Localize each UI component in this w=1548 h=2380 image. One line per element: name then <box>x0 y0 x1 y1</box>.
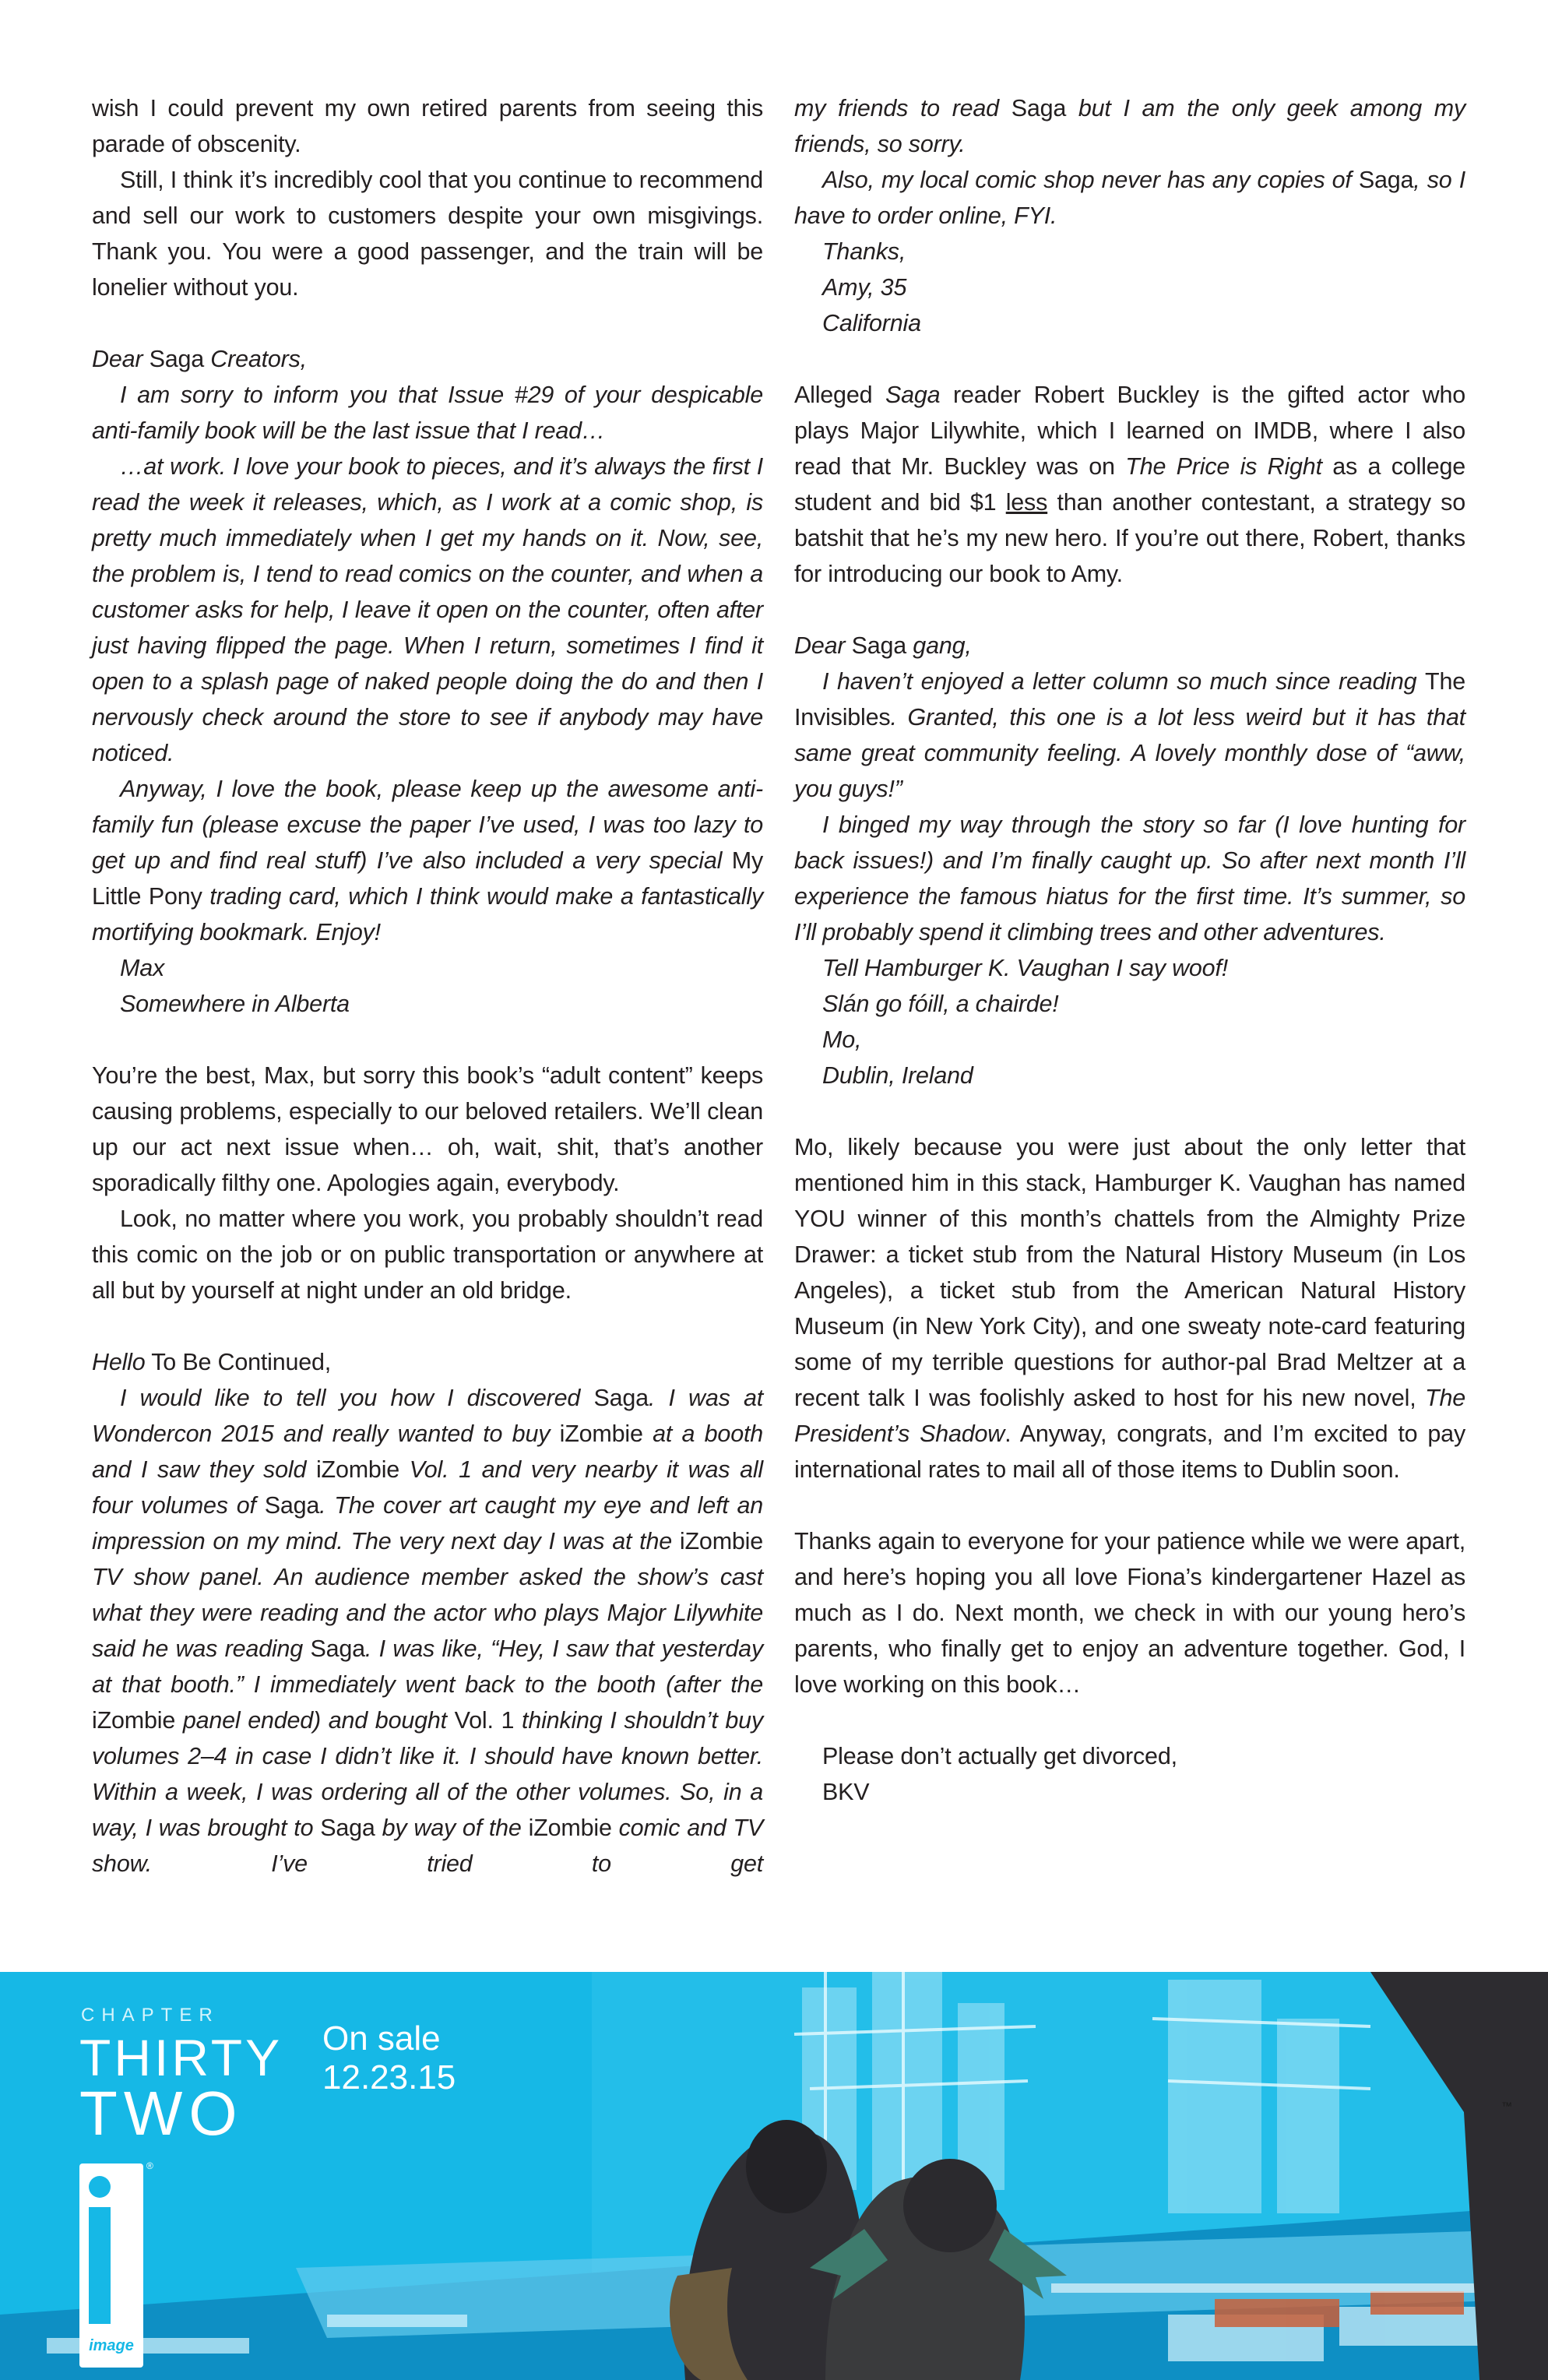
logo-wordmark: image <box>89 2337 134 2354</box>
reply-paragraph <box>794 1129 1465 1488</box>
text-run: my friends to read <box>794 95 1011 121</box>
text-run: than another contestant, a strategy so batshit that he’s my new hero. If you’re out there, Robert, thanks for introducing our book to Amy. <box>794 489 1465 587</box>
text-run: Vol. 1 and very nearby it was all four volumes of <box>92 1456 763 1519</box>
izombie-title: iZombie <box>92 1707 176 1734</box>
text-run: . The cover art caught my eye and left an impression on my mind. The very next day I was at the <box>92 1492 763 1554</box>
saga-title: Saga <box>1358 167 1414 193</box>
paragraph: Still, I think it’s incredibly cool that you continue to recommend and sell our work to customers despite your own misgivings. Thank you. You were a good passenger, and the train will be lonelier without you. <box>92 167 763 301</box>
chapter-number-line1: THIRTY <box>79 2029 283 2086</box>
text-run: Mo, likely because you were just about the only letter that mentioned him in this stack, Hamburger K. Vaughan has named YOU winner of this month’s chattels from the Almighty Prize Drawer: a ticket stub from the Natural History Museum (in Los Angeles), a ticket stub from the American Natural History Museum (in New York City), and one sweaty note-card featuring some of my terrible questions for author-pal Brad Meltzer at a recent talk I was foolishly asked to host for his new novel, <box>794 1134 1465 1411</box>
text-run: I would like to tell you how I discovered <box>120 1385 594 1411</box>
image-comics-logo <box>79 2160 153 2368</box>
trademark-mark: ™ <box>1501 2100 1512 2112</box>
letter-signature-place: California <box>822 310 921 336</box>
text-run: Also, my local comic shop never has any copies of <box>822 167 1359 193</box>
text-run: reader Robert Buckley is the gifted actor who plays Major Lilywhite, which I learned on IMDB, where I also read that Mr. Buckley was on <box>794 382 1466 480</box>
right-text-column <box>794 90 1465 1810</box>
salutation-text: To Be Continued, <box>145 1349 332 1375</box>
comic-title: The Invisibles <box>794 668 1465 731</box>
salutation-text: Dear <box>92 346 150 372</box>
on-sale-label: On sale <box>322 2019 441 2058</box>
saga-title: Saga <box>1011 95 1067 121</box>
saga-title: Saga <box>149 346 205 372</box>
text-run: . Granted, this one is a lot less weird but it has that same great community feeling. A lovely monthly dose of “aww, you guys!” <box>794 704 1465 802</box>
show-title: The Price is Right <box>1125 453 1322 480</box>
saga-title: Saga <box>851 632 907 659</box>
letter-salutation <box>92 341 763 377</box>
letter-paragraph <box>92 771 763 950</box>
text-run: TV show panel. An audience member asked the show’s cast what they were reading and the actor who plays Major Lilywhite said he was reading <box>92 1564 763 1662</box>
letter-paragraph: Slán go fóill, a chairde! <box>822 991 1059 1017</box>
izombie-title: iZombie <box>528 1815 612 1841</box>
letter-paragraph <box>794 664 1465 807</box>
reply-paragraph: Look, no matter where you work, you probably shouldn’t read this comic on the job or on public transportation or anywhere at all but by yourself at night under an old bridge. <box>92 1206 763 1304</box>
paragraph: wish I could prevent my own retired parents from seeing this parade of obscenity. <box>92 95 763 157</box>
text-run: panel ended) and bought <box>175 1707 455 1734</box>
letter-signature-name: Mo, <box>822 1026 862 1053</box>
text-run: as a college student and bid $1 <box>794 453 1465 516</box>
signoff: Please don’t actually get divorced, <box>822 1743 1177 1769</box>
volume-title: Vol. 1 <box>454 1707 515 1734</box>
izombie-title: iZombie <box>315 1456 400 1483</box>
letter-closing: Thanks, <box>822 238 906 265</box>
text-run: trading card, which I think would make a fantastically mortifying bookmark. Enjoy! <box>92 883 764 945</box>
letter-paragraph: …at work. I love your book to pieces, and it’s always the first I read the week it releases, which, as I work at a comic shop, is pretty much immediately when I get my hands on it. Now, see, the problem is, I tend to read comics on the counter, and when a customer asks for help, I leave it open on the counter, often after just having flipped the page. When I return, sometimes I find it open to a splash page of naked people doing the do and then I nervously check around the store to see if anybody may have noticed. <box>92 453 763 766</box>
letter-paragraph: Tell Hamburger K. Vaughan I say woof! <box>822 955 1228 981</box>
salutation-text: gang, <box>906 632 972 659</box>
letter-signature-name: Max <box>120 955 165 981</box>
chapter-label: CHAPTER <box>81 2005 220 2026</box>
letter-signature-place: Somewhere in Alberta <box>120 991 350 1017</box>
text-run: but I am the only geek among my friends, so sorry. <box>794 95 1465 157</box>
letter-paragraph <box>794 90 1465 162</box>
salutation-text: Creators, <box>204 346 307 372</box>
text-run: thinking I shouldn’t buy volumes 2–4 in case I didn’t like it. I should have known better. Within a week, I was ordering all of the other volumes. So, in a way, I was brought to <box>92 1707 763 1841</box>
text-run: I haven’t enjoyed a letter column so much since reading <box>822 668 1426 695</box>
text-run: by way of the <box>375 1815 529 1841</box>
saga-title: Saga <box>593 1385 649 1411</box>
letter-paragraph <box>794 162 1465 234</box>
text-run: Alleged <box>794 382 885 408</box>
book-title: The President’s Shadow <box>794 1385 1465 1447</box>
product-title: My Little Pony <box>92 847 763 910</box>
text-run: Anyway, I love the book, please keep up the awesome anti-family fun (please excuse the paper I’ve used, I was too lazy to get up and find real stuff) I’ve also included a very special <box>92 776 763 874</box>
saga-title: Saga <box>885 382 941 408</box>
izombie-title: iZombie <box>679 1528 763 1554</box>
letter-salutation <box>92 1344 763 1380</box>
closing-paragraph: Thanks again to everyone for your patience while we were apart, and here’s hoping you all love Fiona’s kindergartener Hazel as much as I do. Next month, we check in with our young hero’s parents, who finally get to enjoy an adventure together. God, I love working on this book… <box>794 1528 1465 1698</box>
next-issue-banner <box>0 1972 1548 2380</box>
letter-signature-place: Dublin, Ireland <box>822 1062 973 1089</box>
signature: BKV <box>822 1779 870 1805</box>
letter-paragraph <box>92 1380 763 1882</box>
saga-title: Saga <box>310 1635 365 1662</box>
saga-title: Saga <box>264 1492 320 1519</box>
letter-signature-name: Amy, 35 <box>822 274 907 301</box>
reply-paragraph <box>794 377 1465 592</box>
left-text-column <box>92 90 763 1882</box>
salutation-text: Hello <box>92 1349 146 1375</box>
text-run: at a booth and I saw they sold <box>92 1421 763 1483</box>
underlined-word: less <box>1005 489 1048 516</box>
text-run: . I was like, “Hey, I saw that yesterday at that booth.” I immediately went back to the booth (after the <box>92 1635 763 1698</box>
izombie-title: iZombie <box>559 1421 643 1447</box>
text-run: . Anyway, congrats, and I’m excited to pay international rates to mail all of those items to Dublin soon. <box>794 1421 1465 1483</box>
saga-title: Saga <box>320 1815 375 1841</box>
letter-paragraph: I binged my way through the story so far (I love hunting for back issues!) and I’m finally caught up. So after next month I’ll experience the famous hiatus for the first time. It’s summer, so I’ll probably spend it climbing trees and other adventures. <box>794 812 1465 945</box>
letter-salutation <box>794 628 1465 664</box>
registered-mark: ® <box>146 2160 153 2171</box>
reply-paragraph: You’re the best, Max, but sorry this book’s “adult content” keeps causing problems, especially to our beloved retailers. We’ll clean up our act next issue when… oh, wait, shit, that’s another sporadically filthy one. Apologies again, everybody. <box>92 1062 763 1196</box>
letter-paragraph: I am sorry to inform you that Issue #29 of your despicable anti-family book will be the last issue that I read… <box>92 382 763 444</box>
chapter-number-line2: TWO <box>79 2079 244 2148</box>
salutation-text: Dear <box>794 632 852 659</box>
on-sale-date: 12.23.15 <box>322 2058 456 2097</box>
text-run: comic and TV show. I’ve tried to get <box>92 1815 763 1877</box>
text-run: , so I have to order online, FYI. <box>794 167 1465 229</box>
text-run: . I was at Wondercon 2015 and really wanted to buy <box>92 1385 763 1447</box>
